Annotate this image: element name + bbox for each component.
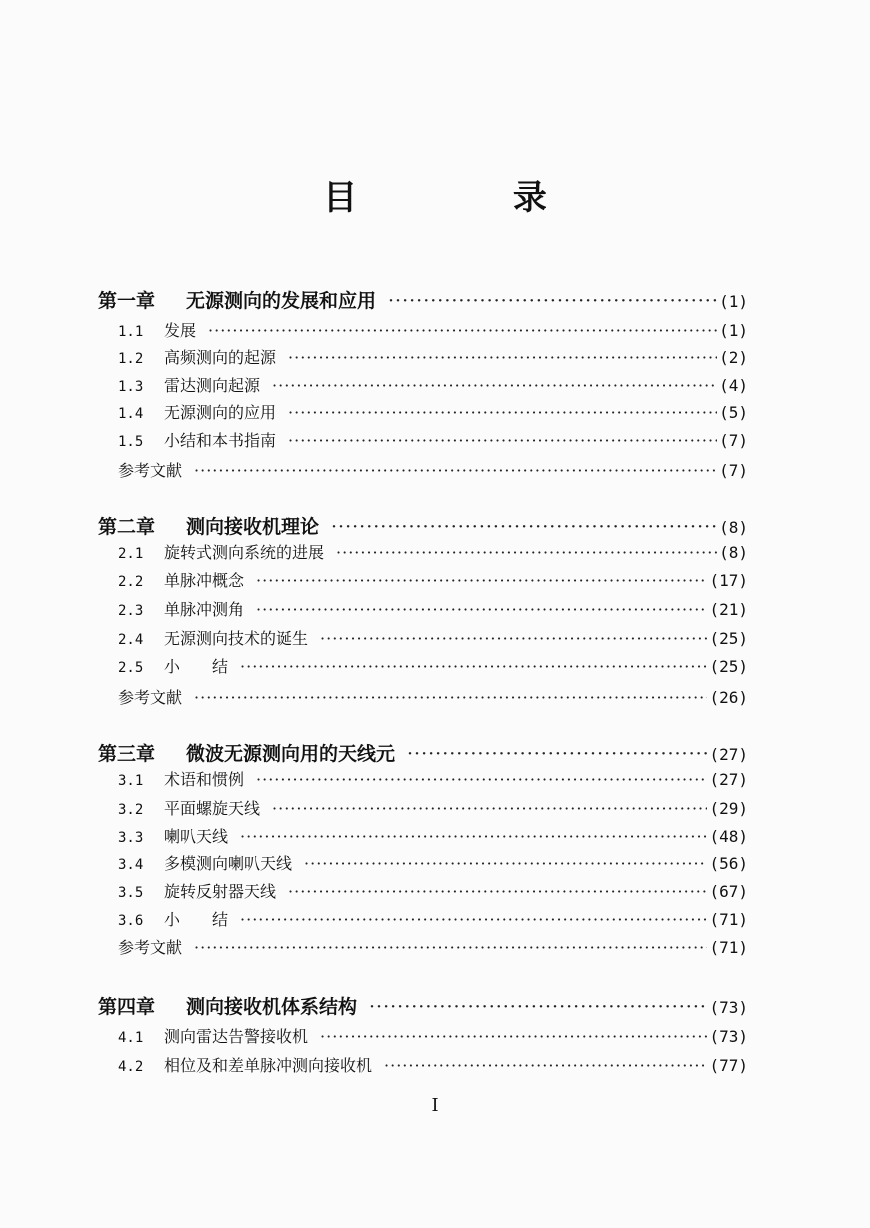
toc-page-number: (71)	[709, 938, 748, 957]
toc-entry-number: 2.2	[118, 574, 144, 590]
toc-entry-title: 测向雷达告警接收机	[164, 1027, 309, 1046]
dot-leader	[331, 516, 717, 538]
toc-entry-title: 单脉冲测角	[164, 600, 245, 619]
toc-section-row	[118, 540, 748, 563]
toc-page-number: (29)	[709, 799, 748, 818]
toc-page-number: (7)	[719, 461, 748, 480]
toc-entry-title: 单脉冲概念	[164, 571, 245, 590]
toc-entry-title: 测向接收机体系结构	[186, 996, 358, 1018]
toc-entry-title: 测向接收机理论	[186, 516, 320, 538]
toc-entry-title: 参考文献	[118, 461, 183, 480]
toc-entry-title: 旋转式测向系统的进展	[164, 543, 325, 562]
toc-entry-title: 参考文献	[118, 688, 183, 707]
toc-entry-number: 3.2	[118, 802, 144, 818]
toc-chapter-row	[98, 512, 748, 539]
dot-leader	[272, 376, 717, 395]
toc-page-number: (27)	[709, 770, 748, 789]
dot-leader	[288, 403, 717, 422]
dot-leader	[194, 461, 717, 480]
toc-section-row	[118, 824, 748, 847]
toc-page-number: (21)	[709, 600, 748, 619]
toc-page-number: (7)	[719, 431, 748, 450]
toc-entry-number: 1.1	[118, 324, 144, 340]
toc-section-row	[118, 654, 748, 677]
toc-entry-title: 雷达测向起源	[164, 376, 261, 395]
toc-section-row	[118, 851, 748, 874]
page-number: I	[431, 1095, 439, 1116]
dot-leader	[256, 571, 707, 590]
toc-entry-title: 旋转反射器天线	[164, 882, 277, 901]
toc-page-number: (25)	[709, 657, 748, 676]
toc-entry-title: 无源测向技术的诞生	[164, 629, 309, 648]
toc-entry-title: 相位及和差单脉冲测向接收机	[164, 1056, 373, 1075]
toc-page-number: (48)	[709, 827, 748, 846]
toc-entry-title: 微波无源测向用的天线元	[186, 743, 396, 765]
toc-chapter-row	[98, 286, 748, 313]
toc-entry-number: 2.1	[118, 546, 144, 562]
dot-leader	[240, 827, 707, 846]
dot-leader	[194, 938, 707, 957]
toc-entry-number: 2.4	[118, 632, 144, 648]
toc-entry-title: 小 结	[164, 657, 229, 676]
toc-entry-title: 无源测向的发展和应用	[186, 290, 377, 312]
toc-section-row	[118, 796, 748, 819]
toc-entry-number: 4.1	[118, 1030, 144, 1046]
toc-page-number: (4)	[719, 376, 748, 395]
toc-entry-number: 3.6	[118, 913, 144, 929]
toc-page-number: (56)	[709, 854, 748, 873]
toc-entry-number: 1.4	[118, 406, 144, 422]
toc-section-row	[118, 428, 748, 451]
toc-page-number: (2)	[719, 348, 748, 367]
toc-entry-title: 喇叭天线	[164, 827, 229, 846]
dot-leader	[336, 543, 717, 562]
toc-entry-number: 3.4	[118, 857, 144, 873]
dot-leader	[384, 1056, 707, 1075]
dot-leader	[240, 657, 707, 676]
toc-entry-number: 3.1	[118, 773, 144, 789]
toc-section-row	[118, 907, 748, 930]
toc-section-row	[118, 1024, 748, 1047]
toc-entry-title: 参考文献	[118, 938, 183, 957]
toc-page-number: (73)	[709, 998, 748, 1017]
toc-section-row	[118, 597, 748, 620]
dot-leader	[256, 600, 707, 619]
dot-leader	[208, 321, 717, 340]
toc-page-number: (8)	[719, 543, 748, 562]
toc-page-number: (25)	[709, 629, 748, 648]
dot-leader	[320, 629, 707, 648]
toc-page-number: (1)	[719, 292, 748, 311]
toc-references-row	[118, 458, 748, 481]
toc-entry-number: 1.2	[118, 351, 144, 367]
toc-page-number: (8)	[719, 518, 748, 537]
toc-entry-title: 术语和惯例	[164, 770, 245, 789]
toc-references-row	[118, 685, 748, 708]
toc-entry-number: 1.3	[118, 379, 144, 395]
toc-entry-title: 高频测向的起源	[164, 348, 277, 367]
dot-leader	[272, 799, 707, 818]
toc-section-row	[118, 626, 748, 649]
toc-chapter-row	[98, 739, 748, 766]
dot-leader	[388, 290, 717, 312]
toc-page-number: (1)	[719, 321, 748, 340]
toc-entry-number: 第四章	[98, 996, 156, 1018]
toc-references-row	[118, 935, 748, 958]
toc-entry-number: 3.5	[118, 885, 144, 901]
dot-leader	[288, 348, 717, 367]
toc-entry-number: 第一章	[98, 290, 156, 312]
toc-entry-number: 3.3	[118, 830, 144, 846]
dot-leader	[288, 431, 717, 450]
toc-page-number: (73)	[709, 1027, 748, 1046]
dot-leader	[240, 910, 707, 929]
toc-page-number: (17)	[709, 571, 748, 590]
page-title: 目 录	[323, 178, 619, 218]
toc-page-number: (5)	[719, 403, 748, 422]
toc-entry-title: 小结和本书指南	[164, 431, 277, 450]
toc-entry-title: 平面螺旋天线	[164, 799, 261, 818]
toc-entry-title: 小 结	[164, 910, 229, 929]
dot-leader	[194, 688, 707, 707]
toc-page-number: (67)	[709, 882, 748, 901]
toc-section-row	[118, 345, 748, 368]
toc-page-number: (27)	[709, 745, 748, 764]
toc-section-row	[118, 879, 748, 902]
toc-entry-number: 4.2	[118, 1059, 144, 1075]
toc-page-number: (26)	[709, 688, 748, 707]
toc-entry-title: 多模测向喇叭天线	[164, 854, 293, 873]
dot-leader	[320, 1027, 707, 1046]
toc-entry-title: 发展	[164, 321, 197, 340]
dot-leader	[304, 854, 707, 873]
toc-page-number: (77)	[709, 1056, 748, 1075]
toc-entry-number: 第二章	[98, 516, 156, 538]
toc-entry-title: 无源测向的应用	[164, 403, 277, 422]
toc-entry-number: 1.5	[118, 434, 144, 450]
toc-entry-number: 2.3	[118, 603, 144, 619]
toc-page-number: (71)	[709, 910, 748, 929]
toc-section-row	[118, 318, 748, 341]
toc-section-row	[118, 568, 748, 591]
dot-leader	[256, 770, 707, 789]
toc-entry-number: 第三章	[98, 743, 156, 765]
dot-leader	[369, 996, 707, 1018]
dot-leader	[407, 743, 707, 765]
dot-leader	[288, 882, 707, 901]
toc-entry-number: 2.5	[118, 660, 144, 676]
toc-section-row	[118, 400, 748, 423]
toc-chapter-row	[98, 992, 748, 1019]
toc-section-row	[118, 767, 748, 790]
toc-section-row	[118, 1053, 748, 1076]
toc-section-row	[118, 373, 748, 396]
